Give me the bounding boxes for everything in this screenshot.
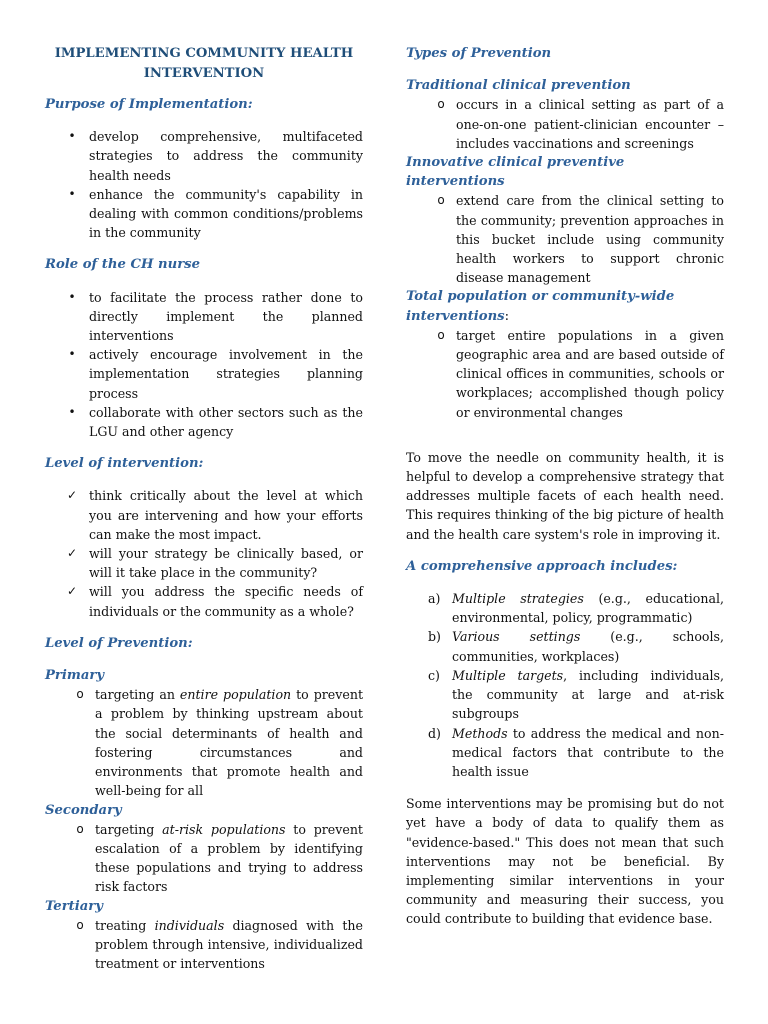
bullet-icon: • (68, 186, 76, 201)
secondary-heading: Secondary (45, 802, 122, 818)
circle-bullet-icon: o (76, 917, 84, 932)
circle-bullet-icon: o (437, 97, 445, 112)
bullet-icon: • (68, 347, 76, 362)
approach-list (406, 589, 724, 781)
list-item: • develop comprehensive, multifaceted strategies to address the community health needs (45, 127, 363, 185)
list-item: • collaborate with other sectors such as the LGU and other agency (45, 403, 363, 441)
paragraph-comprehensive-strategy: To move the needle on community health, it is helpful to develop a comprehensive strategy that addresses multiple facets of each health need. This requires thinking of the big picture of health and the health care system's role in improving it. (406, 449, 724, 542)
circle-bullet-icon: o (437, 193, 445, 208)
list-item: d) Methods to address the medical and non-medical factors that contribute to the health issue (428, 725, 724, 779)
bullet-icon: • (68, 129, 76, 144)
left-column (45, 44, 363, 973)
level-intervention-list (45, 486, 363, 620)
traditional-list (406, 95, 724, 153)
purpose-heading: Purpose of Implementation: (45, 97, 253, 112)
circle-bullet-icon: o (76, 687, 84, 702)
purpose-list (45, 127, 363, 242)
list-item: ✓ will your strategy be clinically based, or will it take place in the community? (66, 546, 363, 581)
right-column (406, 44, 724, 942)
list-item: o targeting an entire population to prevent a problem by thinking upstream about the social determinants of health and fostering circumstances and environments that promote health and well-being for all (45, 685, 363, 800)
level-intervention-heading: Level of intervention: (45, 456, 204, 472)
circle-bullet-icon: o (76, 821, 84, 836)
total-population-list (406, 326, 724, 422)
primary-list (45, 685, 363, 800)
list-item: o extend care from the clinical setting to the community; prevention approaches in this bucket include using community health workers to support chronic disease management (406, 191, 724, 287)
traditional-heading: Traditional clinical prevention (406, 78, 631, 94)
role-list (45, 288, 363, 442)
list-item: a) Multiple strategies (e.g., educational, environmental, policy, programmatic) (428, 591, 724, 626)
bullet-icon: • (68, 289, 76, 304)
list-item: • actively encourage involvement in the implementation strategies planning process (45, 345, 363, 403)
total-population-heading: Total population or community-wide interventions: (406, 289, 675, 324)
list-item: • to facilitate the process rather done to directly implement the planned interventions (45, 288, 363, 346)
list-item: b) Various settings (e.g., schools, communities, workplaces) (428, 629, 724, 664)
list-item: ✓ think critically about the level at which you are intervening and how your efforts can make the most impact. (66, 488, 363, 542)
innovative-list (406, 191, 724, 287)
secondary-list (45, 820, 363, 897)
level-prevention-heading: Level of Prevention: (45, 635, 193, 651)
role-heading: Role of the CH nurse (45, 257, 200, 273)
list-item: ✓ will you address the specific needs of individuals or the community as a whole? (66, 584, 363, 619)
circle-bullet-icon: o (437, 327, 445, 342)
list-item: o targeting at-risk populations to prevent escalation of a problem by identifying these populations and trying to address risk factors (45, 820, 363, 897)
list-item: o occurs in a clinical setting as part of a one-on-one patient-clinician encounter – includes vaccinations and screenings (406, 95, 724, 153)
list-item: o target entire populations in a given geographic area and are based outside of clinical offices in communities, schools or workplaces; accomplished though policy or environmental changes (406, 326, 724, 422)
tertiary-list (45, 916, 363, 974)
list-item: c) Multiple targets, including individuals, the community at large and at-risk subgroups (428, 667, 725, 722)
tertiary-heading: Tertiary (45, 898, 103, 914)
list-item: o treating individuals diagnosed with the problem through intensive, individualized treatment or interventions (45, 916, 363, 974)
checkmark-icon: ✓ (66, 488, 78, 503)
primary-heading: Primary (45, 668, 104, 684)
innovative-heading: Innovative clinical preventive interventions (406, 155, 625, 190)
checkmark-icon: ✓ (66, 584, 78, 599)
bullet-icon: • (68, 404, 76, 419)
types-heading: Types of Prevention (406, 46, 552, 61)
paragraph-evidence-base: Some interventions may be promising but do not yet have a body of data to qualify them as "evidence-based." This does not mean that such interventions may not be beneficial. By implementing similar interventions in your community and measuring their success, you could contribute to building that evidence base. (406, 796, 724, 927)
list-item: • enhance the community's capability in dealing with common conditions/problems in the community (45, 185, 363, 243)
document-title: IMPLEMENTING COMMUNITY HEALTH INTERVENTION (54, 46, 354, 81)
approach-heading: A comprehensive approach includes: (406, 558, 678, 574)
checkmark-icon: ✓ (66, 546, 78, 561)
